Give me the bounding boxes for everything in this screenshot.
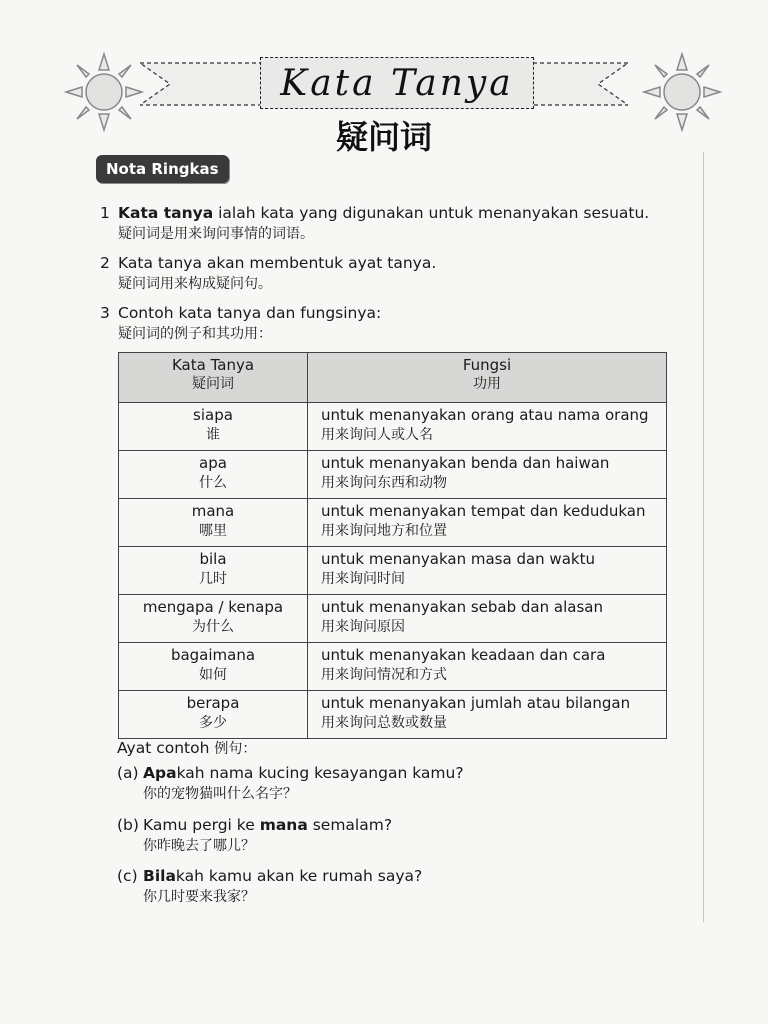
header-fungsi [308, 353, 667, 403]
table-row [119, 499, 667, 547]
point-1 [100, 203, 649, 245]
table-row [119, 451, 667, 499]
fungsi-cn: 用来询问人或人名 [321, 427, 433, 443]
table-row [119, 691, 667, 739]
word: apa [199, 454, 227, 472]
fungsi-cell [308, 451, 667, 499]
fungsi: untuk menanyakan benda dan haiwan [321, 454, 610, 472]
word: bila [199, 550, 227, 568]
example-cn: 你几时要来我家？ [143, 889, 255, 905]
example-cn: 你的宠物猫叫什么名字？ [143, 786, 297, 802]
fungsi-cn: 用来询问东西和动物 [321, 475, 447, 491]
table-row [119, 595, 667, 643]
fungsi: untuk menanyakan orang atau nama orang [321, 406, 649, 424]
example-text-pre: Kamu pergi ke [143, 816, 260, 834]
page-title: Kata Tanya [280, 62, 514, 104]
point-text: Contoh kata tanya dan fungsinya: [118, 304, 382, 322]
example-bold: Bila [143, 867, 176, 885]
word-cell [119, 451, 308, 499]
point-bold: Kata tanya [118, 204, 214, 222]
point-number: 1 [100, 204, 110, 222]
example-bold: Apa [143, 764, 177, 782]
fungsi-cell [308, 499, 667, 547]
header-label-cn: 功用 [473, 376, 501, 392]
nota-ringkas-badge: Nota Ringkas [96, 155, 229, 183]
word-cell [119, 595, 308, 643]
word: mana [191, 502, 235, 520]
word: mengapa / kenapa [142, 598, 284, 616]
word-cn: 什么 [199, 475, 227, 491]
word-cn: 谁 [206, 427, 220, 443]
fungsi: untuk menanyakan keadaan dan cara [321, 646, 606, 664]
example-label: (c) [117, 867, 138, 885]
table-header-row [119, 353, 667, 403]
word-cn: 哪里 [199, 523, 227, 539]
example-text: kah kamu akan ke rumah saya? [175, 867, 423, 885]
word-cn: 为什么 [192, 619, 234, 635]
header-label-cn: 疑问词 [192, 376, 234, 392]
example-text: semalam? [307, 816, 393, 834]
table-row [119, 547, 667, 595]
point-2 [100, 253, 436, 295]
fungsi-cn: 用来询问原因 [321, 619, 405, 635]
point-text-cn: 疑问词是用来询问事情的词语。 [118, 226, 314, 242]
example-label: (b) [117, 816, 139, 834]
word: berapa [186, 694, 240, 712]
example-label: (a) [117, 764, 139, 782]
word: bagaimana [170, 646, 256, 664]
point-text: ialah kata yang digunakan untuk menanyakan sesuatu. [213, 204, 650, 222]
example-b [117, 815, 392, 857]
word-cn: 如何 [199, 667, 227, 683]
kata-tanya-table [118, 352, 667, 739]
fungsi: untuk menanyakan tempat dan kedudukan [321, 502, 646, 520]
fungsi: untuk menanyakan masa dan waktu [321, 550, 595, 568]
example-cn: 你昨晚去了哪儿？ [143, 838, 255, 854]
table-row [119, 403, 667, 451]
fungsi: untuk menanyakan sebab dan alasan [321, 598, 603, 616]
point-number: 3 [100, 304, 110, 322]
point-number: 2 [100, 254, 110, 272]
word-cell [119, 547, 308, 595]
header-label: Fungsi [462, 356, 512, 374]
fungsi: untuk menanyakan jumlah atau bilangan [321, 694, 631, 712]
point-text-cn: 疑问词用来构成疑问句。 [118, 276, 272, 292]
example-bold: mana [259, 816, 308, 834]
fungsi-cell [308, 643, 667, 691]
title-banner [140, 55, 628, 117]
fungsi-cell [308, 547, 667, 595]
examples-heading-text: Ayat contoh [117, 739, 210, 757]
fungsi-cn: 用来询问时间 [321, 571, 405, 587]
fungsi-cn: 用来询问情况和方式 [321, 667, 447, 683]
word-cell [119, 643, 308, 691]
example-c [117, 866, 422, 908]
fungsi-cn: 用来询问地方和位置 [321, 523, 447, 539]
header-kata-tanya [119, 353, 308, 403]
word-cell [119, 403, 308, 451]
point-3 [100, 303, 381, 345]
page-subtitle-cn: 疑问词 [335, 118, 432, 156]
header-label: Kata Tanya [171, 356, 255, 374]
examples-heading-cn: 例句： [214, 741, 257, 757]
example-a [117, 763, 464, 805]
point-text-cn: 疑问词的例子和其功用： [118, 326, 272, 342]
word-cn: 多少 [199, 715, 227, 731]
point-text: Kata tanya akan membentuk ayat tanya. [118, 254, 437, 272]
word: siapa [193, 406, 233, 424]
fungsi-cell [308, 403, 667, 451]
word-cell [119, 499, 308, 547]
title-box [260, 57, 534, 109]
fungsi-cn: 用来询问总数或数量 [321, 715, 447, 731]
examples-heading [117, 738, 256, 758]
fungsi-cell [308, 691, 667, 739]
example-text: kah nama kucing kesayangan kamu? [176, 764, 464, 782]
word-cell [119, 691, 308, 739]
word-cn: 几时 [199, 571, 227, 587]
fungsi-cell [308, 595, 667, 643]
table-row [119, 643, 667, 691]
